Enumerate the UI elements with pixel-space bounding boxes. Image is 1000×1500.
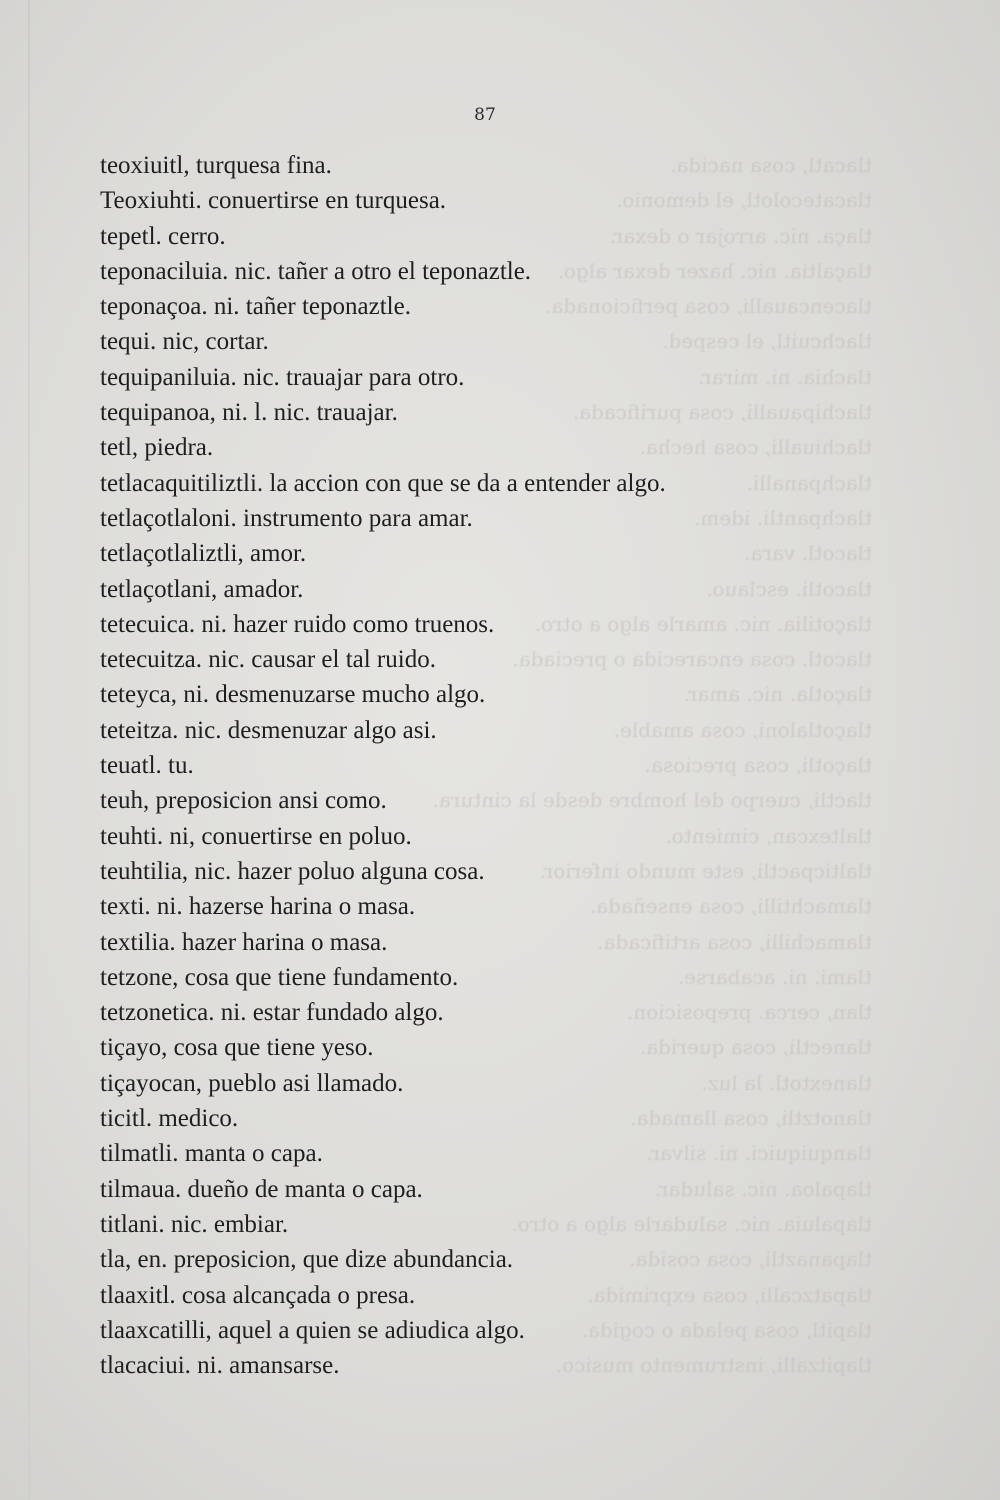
dictionary-entry: tetecuitza. nic. causar el tal ruido. [100, 646, 436, 674]
dictionary-entry: teteyca, ni. desmenuzarse mucho algo. [100, 681, 486, 709]
dictionary-entry: tlaaxcatilli, aquel a quien se adiudica algo. [100, 1316, 525, 1344]
dictionary-entry: tetecuica. ni. hazer ruido como truenos. [100, 610, 495, 638]
bleed-through-text: tlacatl, cosa nacida. tlacatecolotl, el demonio. tlaça. nic. arrojar o dexar. tlaçaltia. nic. hazer dexar algo. tlacencaualli, cosa perficionada. tlachcuitl, el cesped. tlachia. ni. mirar. tlachipaualli, cosa purificada. tlachiualli, cosa hecha. tlachpanalli. tlachpantli. idem. tlacotl. vara. tlacotli. esclauo. tlaçotilia. nic. amarle algo a otro. tlacotl. cosa encarecida o preciada. tlaçotla. nic. amar. tlaçotlaloni, cosa amable. tlaçotli, cosa preciosa. tlactli, cuerpo del hombre desde la cintura. tlaltexcan, cimiento. tlalticpactli, este mundo inferior. tlamachtilli, cosa enseñada. tlamachilli, cosa artificada. tlami. ni. acabarse. tlan, cerca. preposicion. tlanectli, cosa querida. tlanextotl. la luz. tlanotztli, cosa llamada. tlanquiquici. ni. silvar. tlapaloa. nic. saludar. tlapaluia. nic. saludarle algo a otro. tlapanaztli, cosa cosida. tlapatzcalli, cosa exprimida. tlapitl, cosa pelada o cogida. tlapitzalli, instrumento musico. [432, 153, 872, 1378]
dictionary-entry: tla, en. preposicion, que dize abundancia. [100, 1246, 514, 1274]
dictionary-entry: teponaçoa. ni. tañer teponaztle. [100, 293, 411, 321]
dictionary-entry: tilmatli. manta o capa. [100, 1140, 323, 1168]
dictionary-entry: textilia. hazer harina o masa. [100, 928, 388, 956]
dictionary-entry: teponaciluia. nic. tañer a otro el teponaztle. [100, 257, 532, 285]
dictionary-entry: tetlaçotlani, amador. [100, 575, 304, 603]
dictionary-entry: teoxiuitl, turquesa fina. [100, 152, 332, 179]
page-fold-shadow [28, 0, 30, 1500]
dictionary-entry: tequipaniluia. nic. trauajar para otro. [100, 363, 465, 391]
dictionary-entry: tlacaciui. ni. amansarse. [100, 1352, 340, 1380]
dictionary-entry: tetlaçotlaliztli, amor. [100, 540, 307, 568]
dictionary-entries [100, 148, 920, 1383]
dictionary-entry: tetzonetica. ni. estar fundado algo. [100, 999, 444, 1027]
dictionary-entry: texti. ni. hazerse harina o masa. [100, 893, 416, 921]
dictionary-entry: tiçayocan, pueblo asi llamado. [100, 1069, 404, 1097]
dictionary-entry: tepetl. cerro. [100, 222, 226, 250]
dictionary-entry: tetlaçotlaloni. instrumento para amar. [100, 504, 473, 532]
dictionary-entry: teuhtilia, nic. hazer poluo alguna cosa. [100, 857, 485, 885]
dictionary-entry: tilmaua. dueño de manta o capa. [100, 1175, 423, 1203]
dictionary-entry: tlaaxitl. cosa alcançada o presa. [100, 1281, 416, 1309]
dictionary-entry: teuatl. tu. [100, 752, 194, 780]
dictionary-entry: teuhti. ni, conuertirse en poluo. [100, 822, 412, 850]
dictionary-entry: tequi. nic, cortar. [100, 328, 269, 356]
dictionary-entry: tetzone, cosa que tiene fundamento. [100, 963, 459, 991]
page-number: 87 [474, 105, 496, 125]
dictionary-entry: Teoxiuhti. conuertirse en turquesa. [100, 187, 447, 215]
dictionary-entry: tequipanoa, ni. l. nic. trauajar. [100, 399, 398, 427]
dictionary-entry: tetlacaquitiliztli. la accion con que se da a entender algo. [100, 469, 666, 497]
dictionary-entry: teuh, preposicion ansi como. [100, 787, 387, 815]
dictionary-entry: titlani. nic. embiar. [100, 1210, 289, 1238]
dictionary-entry: tetl, piedra. [100, 434, 214, 462]
dictionary-entry: teteitza. nic. desmenuzar algo asi. [100, 716, 437, 744]
dictionary-entry: ticitl. medico. [100, 1105, 239, 1133]
dictionary-entry: tiçayo, cosa que tiene yeso. [100, 1034, 374, 1062]
